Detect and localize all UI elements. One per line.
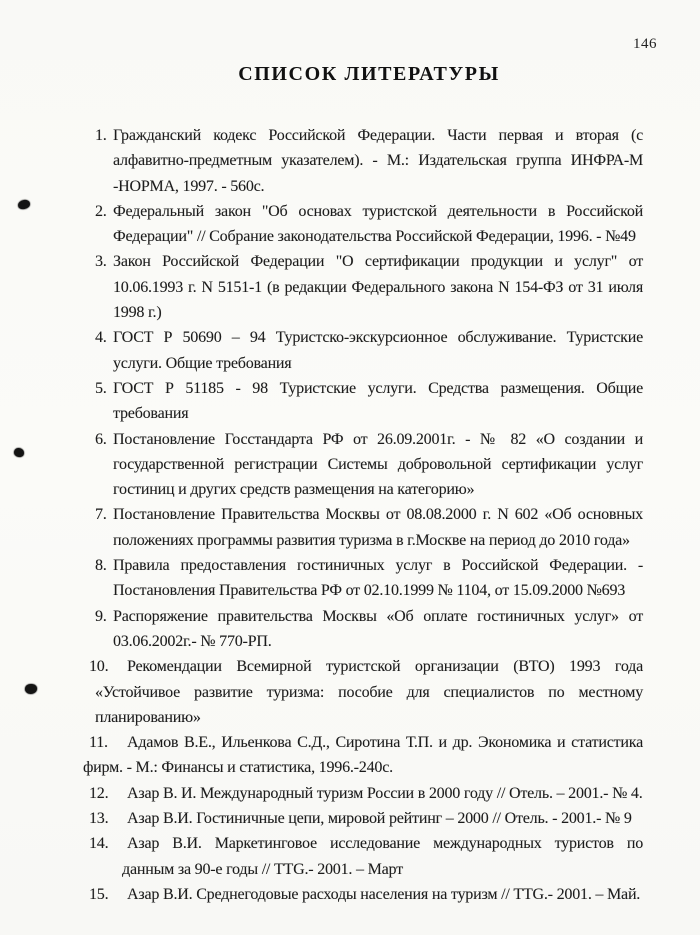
reference-number: 15. [89, 885, 109, 903]
reference-item [95, 502, 643, 553]
reference-item [83, 730, 643, 781]
ink-spot [14, 448, 25, 458]
reference-text: Правила предоставления гостиничных услуг в Российской Федерации. - Постановления Правительства РФ от 02.10.1999 № 1104, от 15.09.2000 №693 [113, 557, 643, 600]
references-list [83, 123, 643, 907]
reference-text: Азар В. И. Международный туризм России в 2000 году // Отель. – 2001.- № 4. [127, 784, 643, 802]
reference-number: 4. [95, 329, 107, 347]
document-content [83, 0, 643, 907]
reference-item [95, 376, 643, 427]
page-title: СПИСОК ЛИТЕРАТУРЫ [238, 63, 500, 85]
reference-number: 12. [89, 784, 109, 802]
reference-number: 5. [95, 379, 107, 397]
reference-number: 1. [95, 127, 107, 144]
ink-spot [17, 199, 30, 210]
reference-text: Гражданский кодекс Российской Федерации. Части первая и вторая (с алфавитно-предметным указателем). - М.: Издательская группа ИНФРА-М -НОРМА, 1997. - 560с. [113, 127, 643, 195]
reference-item [95, 249, 643, 325]
reference-number: 10. [89, 658, 109, 676]
reference-text: Адамов В.Е., Ильенкова С.Д., Сиротина Т.П. и др. Экономика и статистика фирм. - М.: Финансы и статистика, 1996.-240с. [83, 734, 643, 777]
reference-item [95, 123, 643, 199]
reference-number: 6. [95, 430, 107, 448]
reference-number: 7. [95, 506, 107, 524]
reference-item [89, 831, 643, 882]
reference-text: Азар В.И. Гостиничные цепи, мировой рейтинг – 2000 // Отель. - 2001.- № 9 [127, 810, 632, 828]
reference-text: Распоряжение правительства Москвы «Об оплате гостиничных услуг» от 03.06.2002г.- № 770-РП. [113, 607, 643, 650]
reference-item [95, 553, 643, 604]
reference-text: Постановление Госстандарта РФ от 26.09.2001г. - № 82 «О создании и государственной регистрации Системы добровольной сертификации услуг гостиниц и других средств размещения на категорию» [113, 430, 643, 499]
reference-number: 14. [89, 835, 109, 853]
reference-item [95, 199, 643, 250]
reference-item [95, 325, 643, 376]
reference-text: ГОСТ Р 50690 – 94 Туристско-экскурсионное обслуживание. Туристские услуги. Общие требования [113, 329, 643, 372]
reference-text: Рекомендации Всемирной туристской организации (ВТО) 1993 года «Устойчивое развитие туризма: пособие для специалистов по местному планированию» [95, 658, 643, 726]
reference-item [95, 427, 643, 503]
reference-text: ГОСТ Р 51185 - 98 Туристские услуги. Средства размещения. Общие требования [113, 379, 643, 423]
reference-item [89, 781, 643, 806]
reference-text: Азар В.И. Маркетинговое исследование международных туристов по данным за 90-е годы // TTG.- 2001. – Март [122, 835, 643, 878]
reference-text: Азар В.И. Среднегодовые расходы населения на туризм // TTG.- 2001. – Май. [127, 885, 641, 903]
reference-item [89, 654, 643, 730]
reference-text: Постановление Правительства Москвы от 08.08.2000 г. N 602 «Об основных положениях программы развития туризма в г.Москве на период до 2010 года» [113, 506, 643, 549]
reference-number: 9. [95, 607, 107, 625]
page-number: 146 [633, 36, 657, 52]
reference-text: Федеральный закон "Об основах туристской деятельности в Российской Федерации" // Собрание законодательства Российской Федерации, 1996. - №49 [113, 202, 643, 246]
reference-text: Закон Российской Федерации "О сертификации продукции и услуг" от 10.06.1993 г. N 5151-1 (в редакции Федерального закона N 154-ФЗ от 31 июля 1998 г.) [113, 253, 643, 322]
reference-number: 2. [95, 202, 107, 220]
reference-number: 13. [89, 810, 109, 828]
reference-item [89, 882, 643, 907]
reference-number: 3. [95, 253, 107, 271]
reference-number: 8. [95, 557, 107, 575]
reference-item [95, 604, 643, 655]
reference-item [89, 806, 643, 831]
ink-spot [25, 683, 38, 694]
reference-number: 11. [89, 734, 108, 752]
